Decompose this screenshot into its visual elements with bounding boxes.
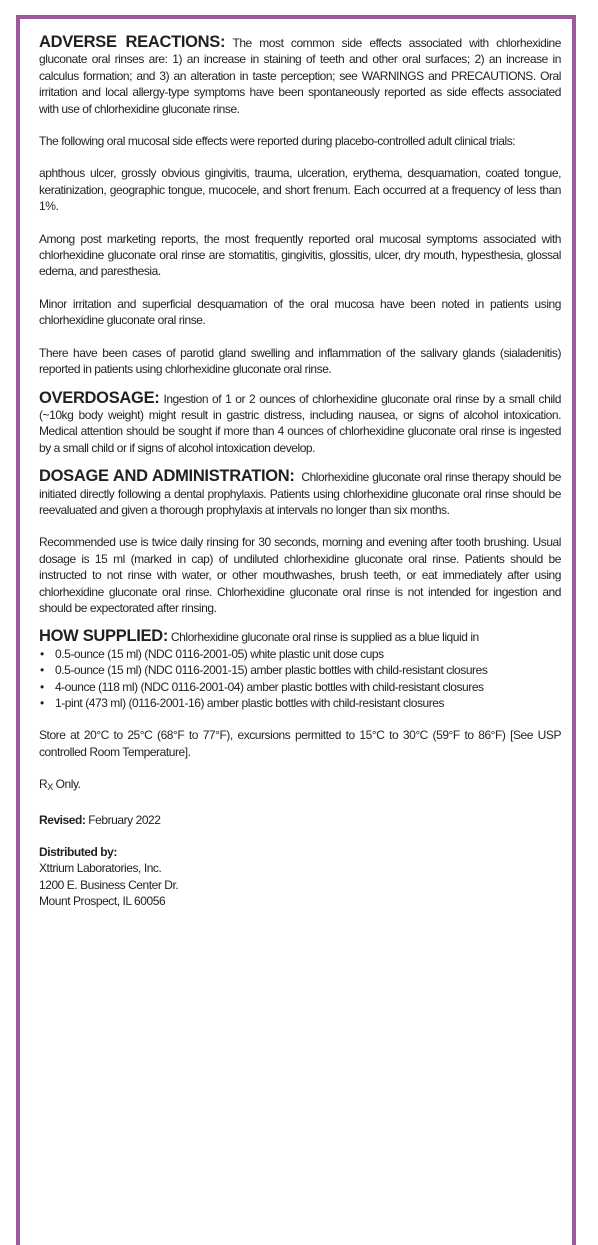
list-item: • 0.5-ounce (15 ml) (NDC 0116-2001-05) white plastic unit dose cups [40, 646, 384, 661]
adverse-reactions-intro [39, 34, 561, 117]
bullet-icon: • [40, 663, 44, 678]
storage-text: Store at 20°C to 25°C (68°F to 77°F), excursions permitted to 15°C to 30°C (59°F to 86°F) [See USP controlled Room Temperature]. [39, 728, 561, 759]
list-item: • 4-ounce (118 ml) (NDC 0116-2001-04) amber plastic bottles with child-resistant closures [40, 679, 484, 694]
distributor-name: Xttrium Laboratories, Inc. [39, 861, 162, 876]
adverse-reactions-text: The most common side effects associated with chlorhexidine gluconate oral rinses are: 1) an increase in staining of teeth and other oral surfaces; 2) an increase in calculus formation; and 3) an alteration in taste perception; see WARNINGS and PRECAUTIONS. Oral irritation and local allergy-type symptoms have been spontaneously reported as side effects associated with use of chlorhexidine gluconate rinse. [39, 36, 561, 116]
adverse-reactions-paragraph: Minor irritation and superficial desquamation of the oral mucosa have been noted in patients using chlorhexidine gluconate oral rinse. [39, 296, 561, 328]
dosage-heading: DOSAGE AND ADMINISTRATION: [39, 467, 295, 486]
rx-only [39, 776, 561, 795]
overdosage-text: Ingestion of 1 or 2 ounces of chlorhexidine gluconate oral rinse by a small child (~10kg body weight) might result in gastric distress, including nausea, or signs of alcohol intoxication. Medical attention should be sought if more than 4 ounces of chlorhexidine gluconate oral rinse is ingested by a small child or if signs of alcohol intoxication develop. [39, 391, 561, 455]
distributor-block [39, 844, 561, 910]
distributor-street: 1200 E. Business Center Dr. [39, 877, 179, 892]
adverse-reactions-heading: ADVERSE REACTIONS: [39, 33, 226, 51]
rx-only-text: Only. [52, 777, 81, 792]
dosage-paragraph: Recommended use is twice daily rinsing for 30 seconds, morning and evening after tooth brushing. Usual dosage is 15 ml (marked in cap) of undiluted chlorhexidine gluconate oral rinse. Patients should be instructed to not rinse with water, or other mouthwashes, brush teeth, or eat immediately after using chlorhexidine gluconate oral rinse. Chlorhexidine gluconate oral rinse is not intended for ingestion and should be expectorated after rinsing. [39, 535, 561, 615]
document-body [39, 34, 561, 910]
how-supplied-heading: HOW SUPPLIED: [39, 627, 169, 646]
list-item: • 1-pint (473 ml) (0116-2001-16) amber plastic bottles with child-resistant closures [40, 696, 445, 710]
how-supplied-intro: Chlorhexidine gluconate oral rinse is supplied as a blue liquid in [170, 630, 479, 645]
bullet-icon: • [40, 646, 44, 661]
adverse-reactions-paragraph: There have been cases of parotid gland swelling and inflammation of the salivary glands (sialadenitis) reported in patients using chlorhexidine gluconate oral rinse. [39, 345, 561, 377]
overdosage-section [39, 390, 561, 457]
bullet-icon: • [40, 679, 44, 694]
how-supplied-list [39, 646, 561, 712]
adverse-reactions-paragraph: aphthous ulcer, grossly obvious gingivitis, trauma, ulceration, erythema, desquamation, coated tongue, keratinization, geographic tongue, mucocele, and short frenum. Each occurred at a frequency of less than 1%. [39, 166, 561, 214]
revised-label: Revised: [39, 812, 86, 827]
rx-symbol-r: R [39, 777, 48, 792]
adverse-reactions-paragraph: Among post marketing reports, the most frequently reported oral mucosal symptoms associated with chlorhexidine gluconate oral rinse are stomatitis, gingivitis, glossitis, ulcer, dry mouth, hypesthesia, glossal edema, and paresthesia. [39, 231, 561, 279]
adverse-reactions-paragraph: The following oral mucosal side effects were reported during placebo-controlled adult clinical trials: [39, 134, 516, 149]
revised-value: February 2022 [85, 812, 161, 827]
distributor-label: Distributed by: [39, 845, 117, 860]
list-item: • 0.5-ounce (15 ml) (NDC 0116-2001-15) amber plastic bottles with child-resistant closures [40, 663, 488, 678]
rx-symbol-x: X [47, 782, 53, 793]
distributor-city: Mount Prospect, IL 60056 [39, 894, 166, 909]
bullet-icon: • [40, 696, 44, 710]
revised-date [39, 812, 561, 828]
dosage-text: Chlorhexidine gluconate oral rinse therapy should be initiated directly following a dental prophylaxis. Patients using chlorhexidine gluconate oral rinse should be reevaluated and given a thorough prophylaxis at intervals no longer than six months. [39, 470, 561, 517]
dosage-section [39, 468, 561, 518]
how-supplied-section [39, 628, 561, 645]
overdosage-heading: OVERDOSAGE: [39, 388, 160, 407]
